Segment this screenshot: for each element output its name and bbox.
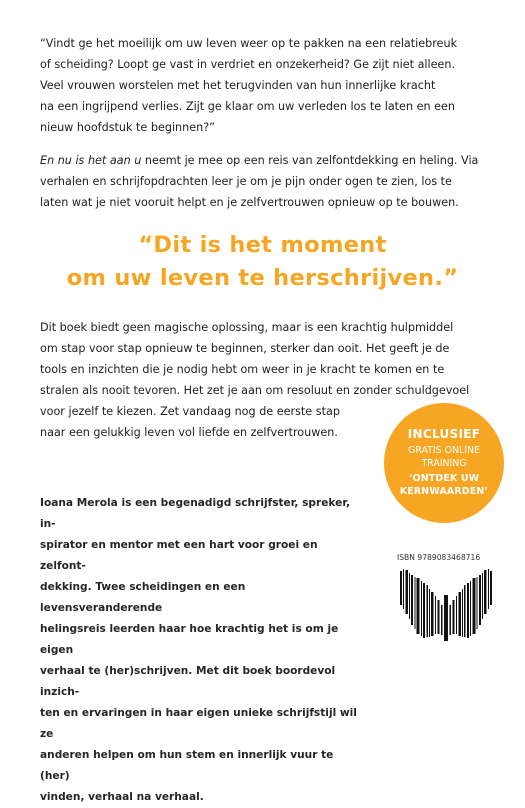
badge-subtitle: GRATIS ONLINE (408, 445, 480, 456)
body-line: tools en inzichten die je nodig hebt om weer in je kracht te komen en te (40, 363, 445, 376)
bio-line: dekking. Twee scheidingen en een levensveranderende (40, 581, 246, 614)
body-line: Dit boek biedt geen magische oplossing, maar is een krachtig hulpmiddel (40, 321, 454, 334)
invite-line-rest: neemt je mee op een reis van zelfontdekking en heling. Via (141, 154, 479, 167)
bio-line: helingsreis leerden haar hoe krachtig het is om je eigen (40, 623, 339, 656)
bio-line: verhaal te (her)schrijven. Met dit boek boordevol inzich- (40, 665, 336, 698)
bio-line: spirator en mentor met een hart voor groei en zelfont- (40, 539, 318, 572)
author-bio (40, 493, 365, 808)
pull-quote-line: “Dit is het moment (138, 232, 387, 258)
badge-title: INCLUSIEF (407, 427, 481, 441)
badge-training-name: ‘ONTDEK UW (408, 473, 480, 484)
badge-subtitle: TRAINING (421, 458, 467, 469)
bio-line: anderen helpen om hun stem en innerlijk vuur te (her) (40, 749, 334, 782)
intro-line: Veel vrouwen worstelen met het terugvinden van hun innerlijke kracht (40, 79, 436, 92)
bio-line: vinden, verhaal na verhaal. (40, 791, 204, 803)
invite-line: verhalen en schrijfopdrachten leer je om je pijn onder ogen te zien, los te (40, 175, 452, 188)
intro-line: of scheiding? Loopt ge vast in verdriet en onzekerheid? Ge zijt niet alleen. (40, 58, 456, 71)
intro-line: na een ingrijpend verlies. Zijt ge klaar om uw verleden los te laten en een (40, 100, 455, 113)
intro-line: “Vindt ge het moeilijk om uw leven weer op te pakken na een relatiebreuk (40, 37, 458, 50)
invite-line (40, 150, 490, 171)
body-line: stralen als nooit tevoren. Het zet je aan om resoluut en zonder schuldgevoel (40, 384, 470, 397)
intro-line: nieuw hoofdstuk te beginnen?” (40, 121, 215, 134)
body-line: om stap voor stap opnieuw te beginnen, sterker dan ooit. Het geeft je de (40, 342, 450, 355)
invite-paragraph (40, 150, 490, 213)
pull-quote (0, 229, 525, 295)
butterfly-barcode-icon (398, 565, 494, 641)
body-line: voor jezelf te kiezen. Zet vandaag nog de eerste stap (40, 405, 340, 418)
bonus-training-badge (384, 403, 504, 523)
invite-line: laten wat je niet vooruit helpt en je zelfvertrouwen opnieuw op te bouwen. (40, 196, 459, 209)
bio-line: Ioana Merola is een begenadigd schrijfster, spreker, in- (40, 497, 351, 530)
pull-quote-line: om uw leven te herschrijven.” (66, 265, 459, 291)
badge-training-name: KERNWAARDEN’ (399, 486, 489, 497)
intro-paragraph (40, 33, 490, 138)
book-title-italic: En nu is het aan u (40, 154, 142, 167)
bio-line: ten en ervaringen in haar eigen unieke schrijfstijl wil ze (40, 707, 357, 740)
isbn-label: ISBN 9789083468716 (397, 553, 481, 562)
body-line: naar een gelukkig leven vol liefde en zelfvertrouwen. (40, 426, 338, 439)
